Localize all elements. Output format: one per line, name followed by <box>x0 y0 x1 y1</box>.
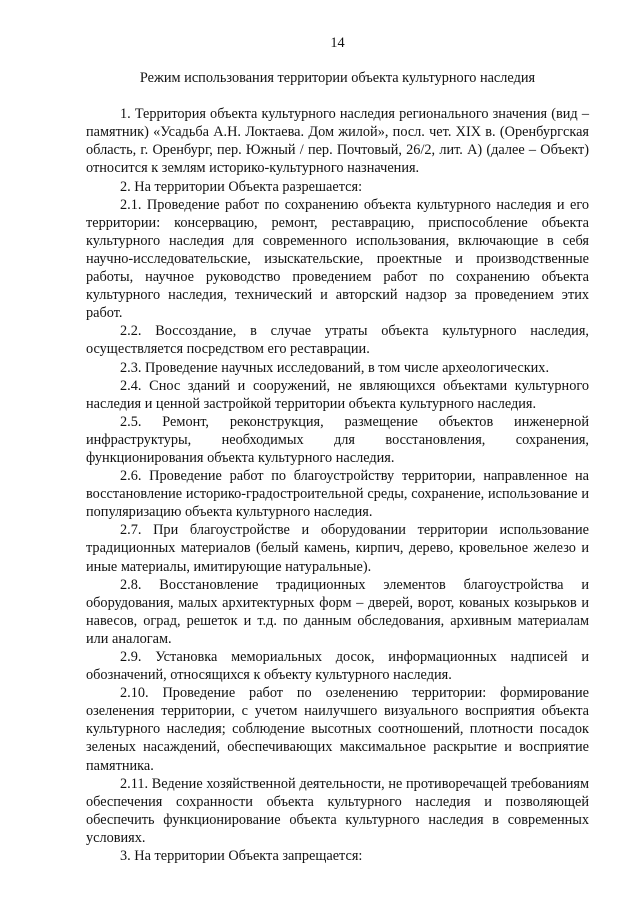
paragraph-2-6: 2.6. Проведение работ по благоустройству территории, направленное на восстановление историко-градостроительной среды, сохранение, использование и популяризацию объекта культурного наследия. <box>86 468 589 521</box>
paragraph-2: 2. На территории Объекта разрешается: <box>120 178 363 195</box>
paragraph-2-1: 2.1. Проведение работ по сохранению объекта культурного наследия и его территории: консервацию, ремонт, реставрацию, приспособление объекта культурного наследия для современного использования, включающие в себя научно-исследовательские, изыскательские, проектные и производственные работы, научное руководство проведением работ по сохранению объекта культурного наследия, технический и авторский надзор за проведением этих работ. <box>86 196 589 322</box>
section-title: Режим использования территории объекта культурного наследия <box>139 70 536 87</box>
paragraph-2-5: 2.5. Ремонт, реконструкция, размещение объектов инженерной инфраструктуры, необходимых для восстановления, сохранения, функционирования объекта культурного наследия. <box>86 413 589 466</box>
paragraph-2-8: 2.8. Восстановление традиционных элементов благоустройства и оборудования, малых архитектурных форм – дверей, ворот, кованых козырьков и навесов, оград, решеток и т.д. по данным обследования, архивным материалам или аналогам. <box>86 576 589 647</box>
paragraph-2-3: 2.3. Проведение научных исследований, в том числе археологических. <box>120 359 550 376</box>
page-number: 14 <box>330 35 345 51</box>
paragraph-3: 3. На территории Объекта запрещается: <box>120 848 363 865</box>
paragraph-2-7: 2.7. При благоустройстве и оборудовании территории использование традиционных материалов (белый камень, кирпич, дерево, кровельное железо и иные материалы, имитирующие натуральные). <box>86 522 589 575</box>
paragraph-2-4: 2.4. Снос зданий и сооружений, не являющихся объектами культурного наследия и ценной застройкой территории объекта культурного наследия. <box>86 377 589 412</box>
paragraph-2-2: 2.2. Воссоздание, в случае утраты объекта культурного наследия, осуществляется посредством его реставрации. <box>86 323 589 358</box>
paragraph-2-9: 2.9. Установка мемориальных досок, информационных надписей и обозначений, относящихся к объекту культурного наследия. <box>86 649 589 684</box>
paragraph-2-10: 2.10. Проведение работ по озеленению территории: формирование озеленения территории, с учетом наилучшего визуального восприятия объекта культурного наследия; соблюдение высотных соотношений, плотности посадок зеленых насаждений, обеспечивающих максимальное раскрытие и восприятие памятника. <box>86 685 589 774</box>
paragraph-2-11: 2.11. Ведение хозяйственной деятельности, не противоречащей требованиям обеспечения сохранности объекта культурного наследия и позволяющей обеспечить функционирование объекта культурного наследия в современных условиях. <box>86 775 589 846</box>
paragraph-1: 1. Территория объекта культурного наследия регионального значения (вид – памятник) «Усадьба А.Н. Локтаева. Дом жилой», посл. чет. XIX в. (Оренбургская область, г. Оренбург, пер. Южный / пер. Почтовый, 26/2, лит. А) (далее – Объект) относится к землям историко-культурного назначения. <box>86 106 589 177</box>
